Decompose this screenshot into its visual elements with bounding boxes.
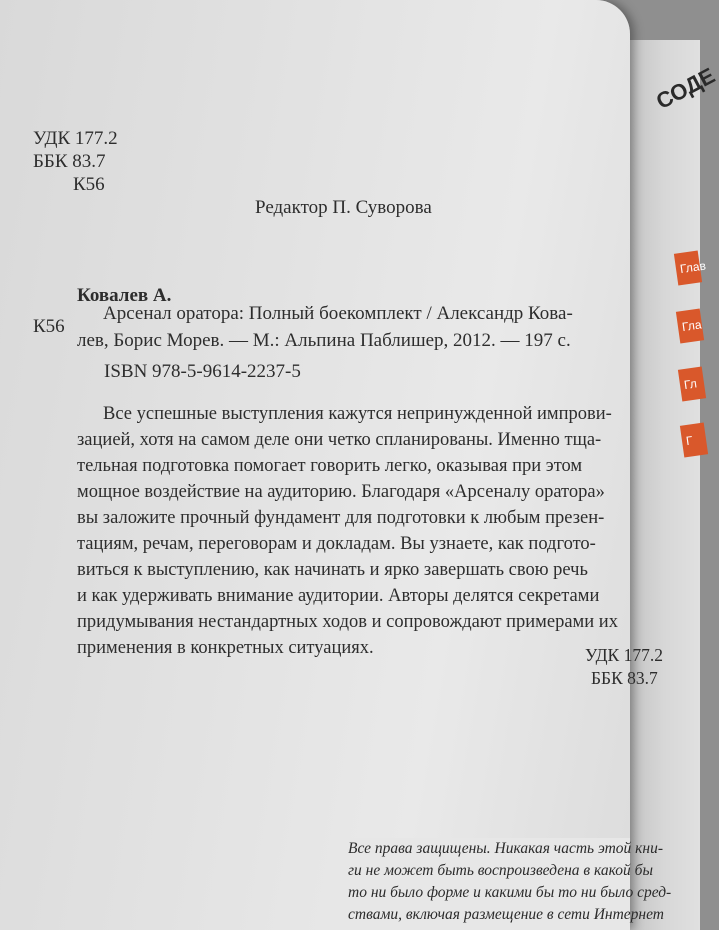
author-code-top: К56	[73, 174, 105, 195]
abstract-line: Все успешные выступления кажутся непринужденной импрови-	[103, 404, 612, 424]
editor-credit: Редактор П. Суворова	[255, 197, 432, 218]
next-page-tab: Глав	[674, 250, 702, 285]
biblio-line: Арсенал оратора: Полный боекомплект / Александр Кова-	[103, 303, 573, 324]
copyright-box	[330, 838, 672, 930]
abstract-line: тельная подготовка помогает говорить легко, оказывая при этом	[77, 456, 583, 476]
bbk-top: ББК 83.7	[33, 151, 106, 172]
rights-line: ствами, включая размещение в сети Интернет	[348, 906, 664, 923]
abstract-line: зацией, хотя на самом деле они четко спланированы. Именно тща-	[77, 430, 602, 450]
isbn: ISBN 978-5-9614-2237-5	[104, 361, 301, 382]
author-code: К56	[33, 316, 65, 337]
udk-bottom: УДК 177.2	[585, 645, 663, 665]
next-page-tab: Гла	[676, 308, 704, 343]
rights-line: Все права защищены. Никакая часть этой кни-	[348, 840, 663, 857]
rights-line: ги не может быть воспроизведена в какой бы	[348, 862, 653, 879]
next-page-tab: Г	[680, 422, 708, 457]
abstract-line: мощное воздействие на аудиторию. Благодаря «Арсеналу оратора»	[77, 482, 605, 502]
next-page-title: СОДЕ	[652, 62, 719, 115]
bbk-bottom: ББК 83.7	[591, 668, 658, 688]
rights-line: то ни было форме и какими бы то ни было сред-	[348, 884, 672, 901]
biblio-line: лев, Борис Морев. — М.: Альпина Паблишер, 2012. — 197 с.	[77, 330, 571, 351]
abstract-line: виться к выступлению, как начинать и ярко завершать свою речь	[77, 560, 588, 580]
next-page-tab: Гл	[678, 366, 706, 401]
abstract-line: вы заложите прочный фундамент для подготовки к любым презен-	[77, 508, 605, 528]
abstract-line: придумывания нестандартных ходов и сопровождают примерами их	[77, 612, 618, 632]
abstract-line: тациям, речам, переговорам и докладам. Вы узнаете, как подгото-	[77, 534, 596, 554]
abstract-line: и как удерживать внимание аудитории. Авторы делятся секретами	[77, 586, 600, 606]
udk-top: УДК 177.2	[33, 128, 118, 149]
abstract-line: применения в конкретных ситуациях.	[77, 638, 374, 658]
author-heading: Ковалев А.	[77, 285, 172, 306]
